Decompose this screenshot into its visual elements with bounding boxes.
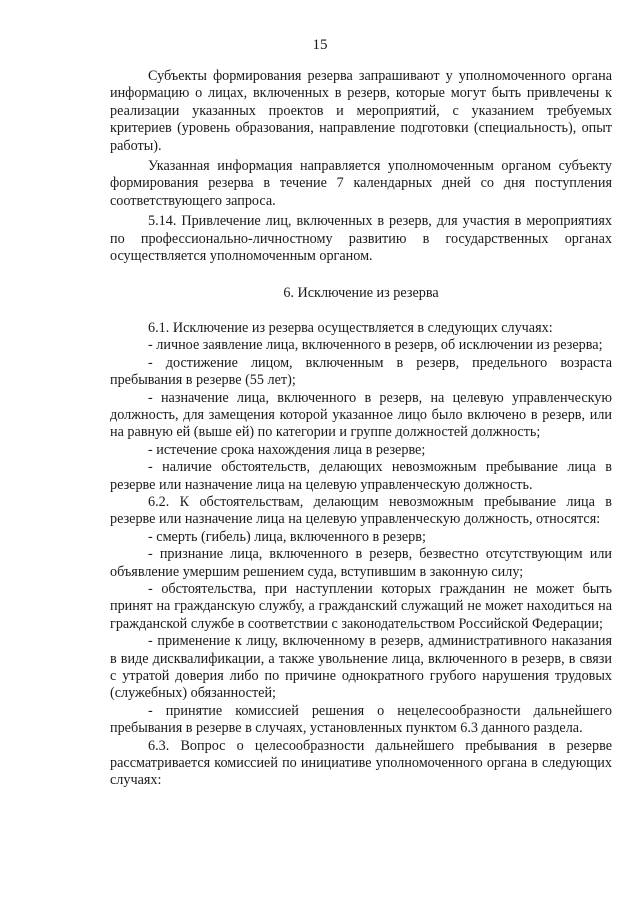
paragraph-5-14: 5.14. Привлечение лиц, включенных в резерв, для участия в мероприятиях по профессионально-личностному развитию в государственных органах осуществляется уполномоченным органом. xyxy=(110,213,612,265)
document-body xyxy=(110,68,612,790)
page-number: 15 xyxy=(312,37,328,53)
paragraph-6-3: 6.3. Вопрос о целесообразности дальнейшего пребывания в резерве рассматривается комиссией по инициативе уполномоченного органа в следующих случаях: xyxy=(110,737,612,789)
paragraph-6-2: 6.2. К обстоятельствам, делающим невозможным пребывание лица в резерве или назначение лица на целевую управленческую должность, относятся: xyxy=(110,493,612,528)
list-item-personal-statement: - личное заявление лица, включенного в резерв, об исключении из резерва; xyxy=(148,337,603,354)
paragraph-subjects-request: Субъекты формирования резерва запрашивают у уполномоченного органа информацию о лицах, включенных в резерв, которые могут быть привлечены к реализации указанных проектов и мероприятий, с указанием требуемых критериев (уровень образования, направление подготовки (специальность), опыт работы). xyxy=(110,68,612,154)
list-item-appointment: - назначение лица, включенного в резерв, на целевую управленческую должность, для замещения которой указанное лицо было включено в резерв, или на равную ей (выше ей) по категории и группе должностей должность; xyxy=(110,389,612,441)
list-item-missing-or-deceased: - признание лица, включенного в резерв, безвестно отсутствующим или объявление умершим решением суда, вступившим в законную силу; xyxy=(110,546,612,580)
list-item-commission-decision: - принятие комиссией решения о нецелесообразности дальнейшего пребывания в резерве в случаях, установленных пунктом 6.3 данного раздела. xyxy=(110,702,612,737)
paragraph-info-sent: Указанная информация направляется уполномоченным органом субъекту формирования резерва в течение 7 календарных дней со дня поступления соответствующего запроса. xyxy=(110,158,612,209)
list-item-death: - смерть (гибель) лица, включенного в резерв; xyxy=(148,528,426,545)
list-item-term-expiry: - истечение срока нахождения лица в резерве; xyxy=(148,441,426,458)
paragraph-6-1: 6.1. Исключение из резерва осуществляется в следующих случаях: xyxy=(148,319,553,336)
list-item-age-limit: - достижение лицом, включенным в резерв, предельного возраста пребывания в резерве (55 лет); xyxy=(110,354,612,389)
list-item-circumstances: - наличие обстоятельств, делающих невозможным пребывание лица в резерве или назначение лица на целевую управленческую должность. xyxy=(110,459,612,493)
section-heading: 6. Исключение из резерва xyxy=(283,285,439,302)
list-item-service-restrictions: - обстоятельства, при наступлении которых гражданин не может быть принят на гражданскую службу, а гражданский служащий не может находиться на гражданской службе в соответствии с законодательством Российской Федерации; xyxy=(110,580,612,632)
list-item-disqualification: - применение к лицу, включенному в резерв, административного наказания в виде дисквалификации, а также увольнение лица, включенного в резерв, в связи с утратой доверия либо по причине однократного грубого нарушения трудовых (служебных) обязанностей; xyxy=(110,633,612,702)
